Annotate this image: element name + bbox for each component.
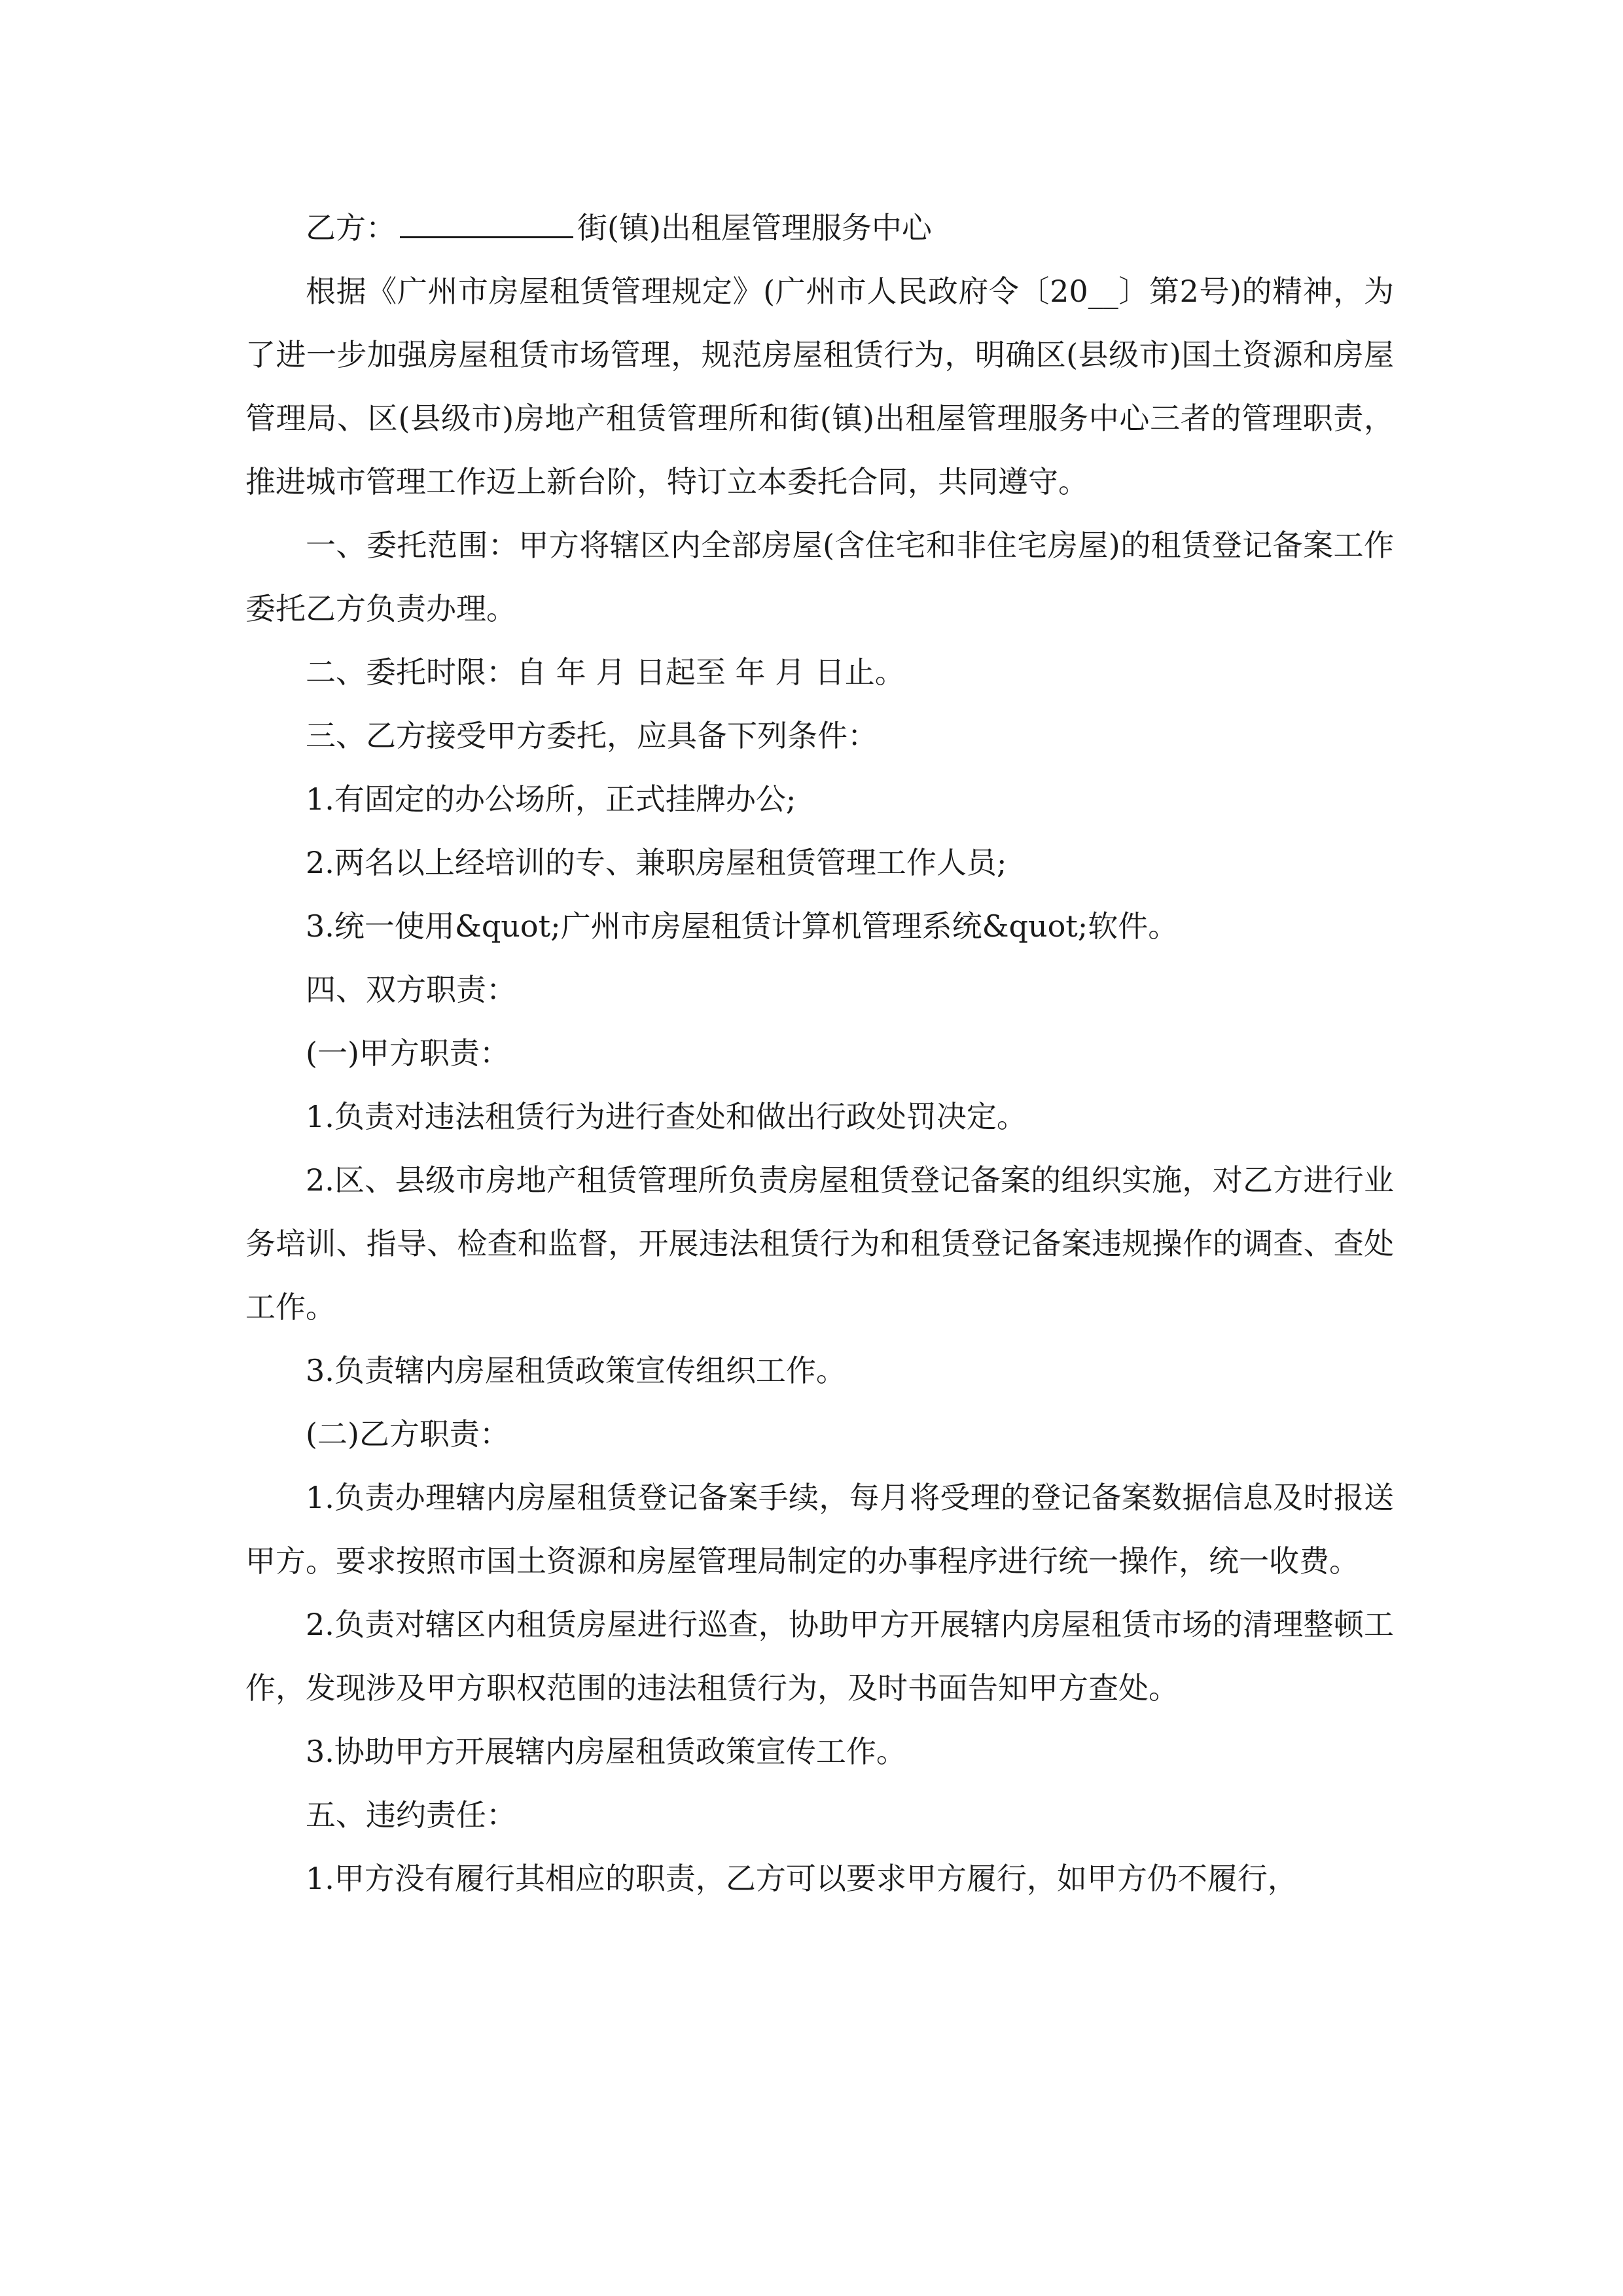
party-b-line bbox=[245, 196, 1394, 260]
paragraph-duties-heading: 四、双方职责： bbox=[306, 972, 516, 1007]
paragraph-party-b-duties-heading: (二)乙方职责： bbox=[306, 1416, 510, 1452]
paragraph-party-b-duty-2: 2.负责对辖区内租赁房屋进行巡查，协助甲方开展辖内房屋租赁市场的清理整顿工作，发现涉及甲方职权范围的违法租赁行为，及时书面告知甲方查处。 bbox=[245, 1607, 1394, 1706]
paragraph-condition-2: 2.两名以上经培训的专、兼职房屋租赁管理工作人员; bbox=[306, 845, 1007, 880]
paragraph-preamble: 根据《广州市房屋租赁管理规定》(广州市人民政府令〔20__〕第2号)的精神，为了进一步加强房屋租赁市场管理，规范房屋租赁行为，明确区(县级市)国土资源和房屋管理局、区(县级市)房地产租赁管理所和街(镇)出租屋管理服务中心三者的管理职责，推进城市管理工作迈上新台阶，特订立本委托合同，共同遵守。 bbox=[245, 274, 1394, 499]
paragraph-party-b-duty-1: 1.负责办理辖内房屋租赁登记备案手续，每月将受理的登记备案数据信息及时报送甲方。要求按照市国土资源和房屋管理局制定的办事程序进行统一操作，统一收费。 bbox=[245, 1480, 1394, 1579]
party-b-prefix: 乙方： bbox=[306, 210, 396, 245]
paragraph-party-a-duty-1: 1.负责对违法租赁行为进行查处和做出行政处罚决定。 bbox=[306, 1099, 1027, 1134]
paragraph-conditions-heading: 三、乙方接受甲方委托，应具备下列条件： bbox=[306, 718, 878, 753]
paragraph-condition-1: 1.有固定的办公场所，正式挂牌办公; bbox=[306, 781, 796, 817]
paragraph-scope: 一、委托范围：甲方将辖区内全部房屋(含住宅和非住宅房屋)的租赁登记备案工作委托乙方负责办理。 bbox=[245, 528, 1394, 626]
paragraph-liability-1: 1.甲方没有履行其相应的职责，乙方可以要求甲方履行，如甲方仍不履行， bbox=[306, 1861, 1298, 1896]
party-b-suffix: 街(镇)出租屋管理服务中心 bbox=[577, 210, 932, 245]
paragraph-party-a-duties-heading: (一)甲方职责： bbox=[306, 1035, 510, 1071]
paragraph-liability-heading: 五、违约责任： bbox=[306, 1797, 516, 1833]
party-b-blank-field bbox=[400, 210, 573, 238]
paragraph-party-a-duty-3: 3.负责辖内房屋租赁政策宣传组织工作。 bbox=[306, 1353, 846, 1388]
paragraph-party-a-duty-2: 2.区、县级市房地产租赁管理所负责房屋租赁登记备案的组织实施，对乙方进行业务培训、指导、检查和监督，开展违法租赁行为和租赁登记备案违规操作的调查、查处工作。 bbox=[245, 1162, 1394, 1325]
paragraph-condition-3: 3.统一使用&quot;广州市房屋租赁计算机管理系统&quot;软件。 bbox=[306, 908, 1179, 944]
paragraph-party-b-duty-3: 3.协助甲方开展辖内房屋租赁政策宣传工作。 bbox=[306, 1734, 906, 1769]
document-body bbox=[245, 196, 1394, 1910]
paragraph-term: 二、委托时限：自 年 月 日起至 年 月 日止。 bbox=[306, 655, 905, 690]
